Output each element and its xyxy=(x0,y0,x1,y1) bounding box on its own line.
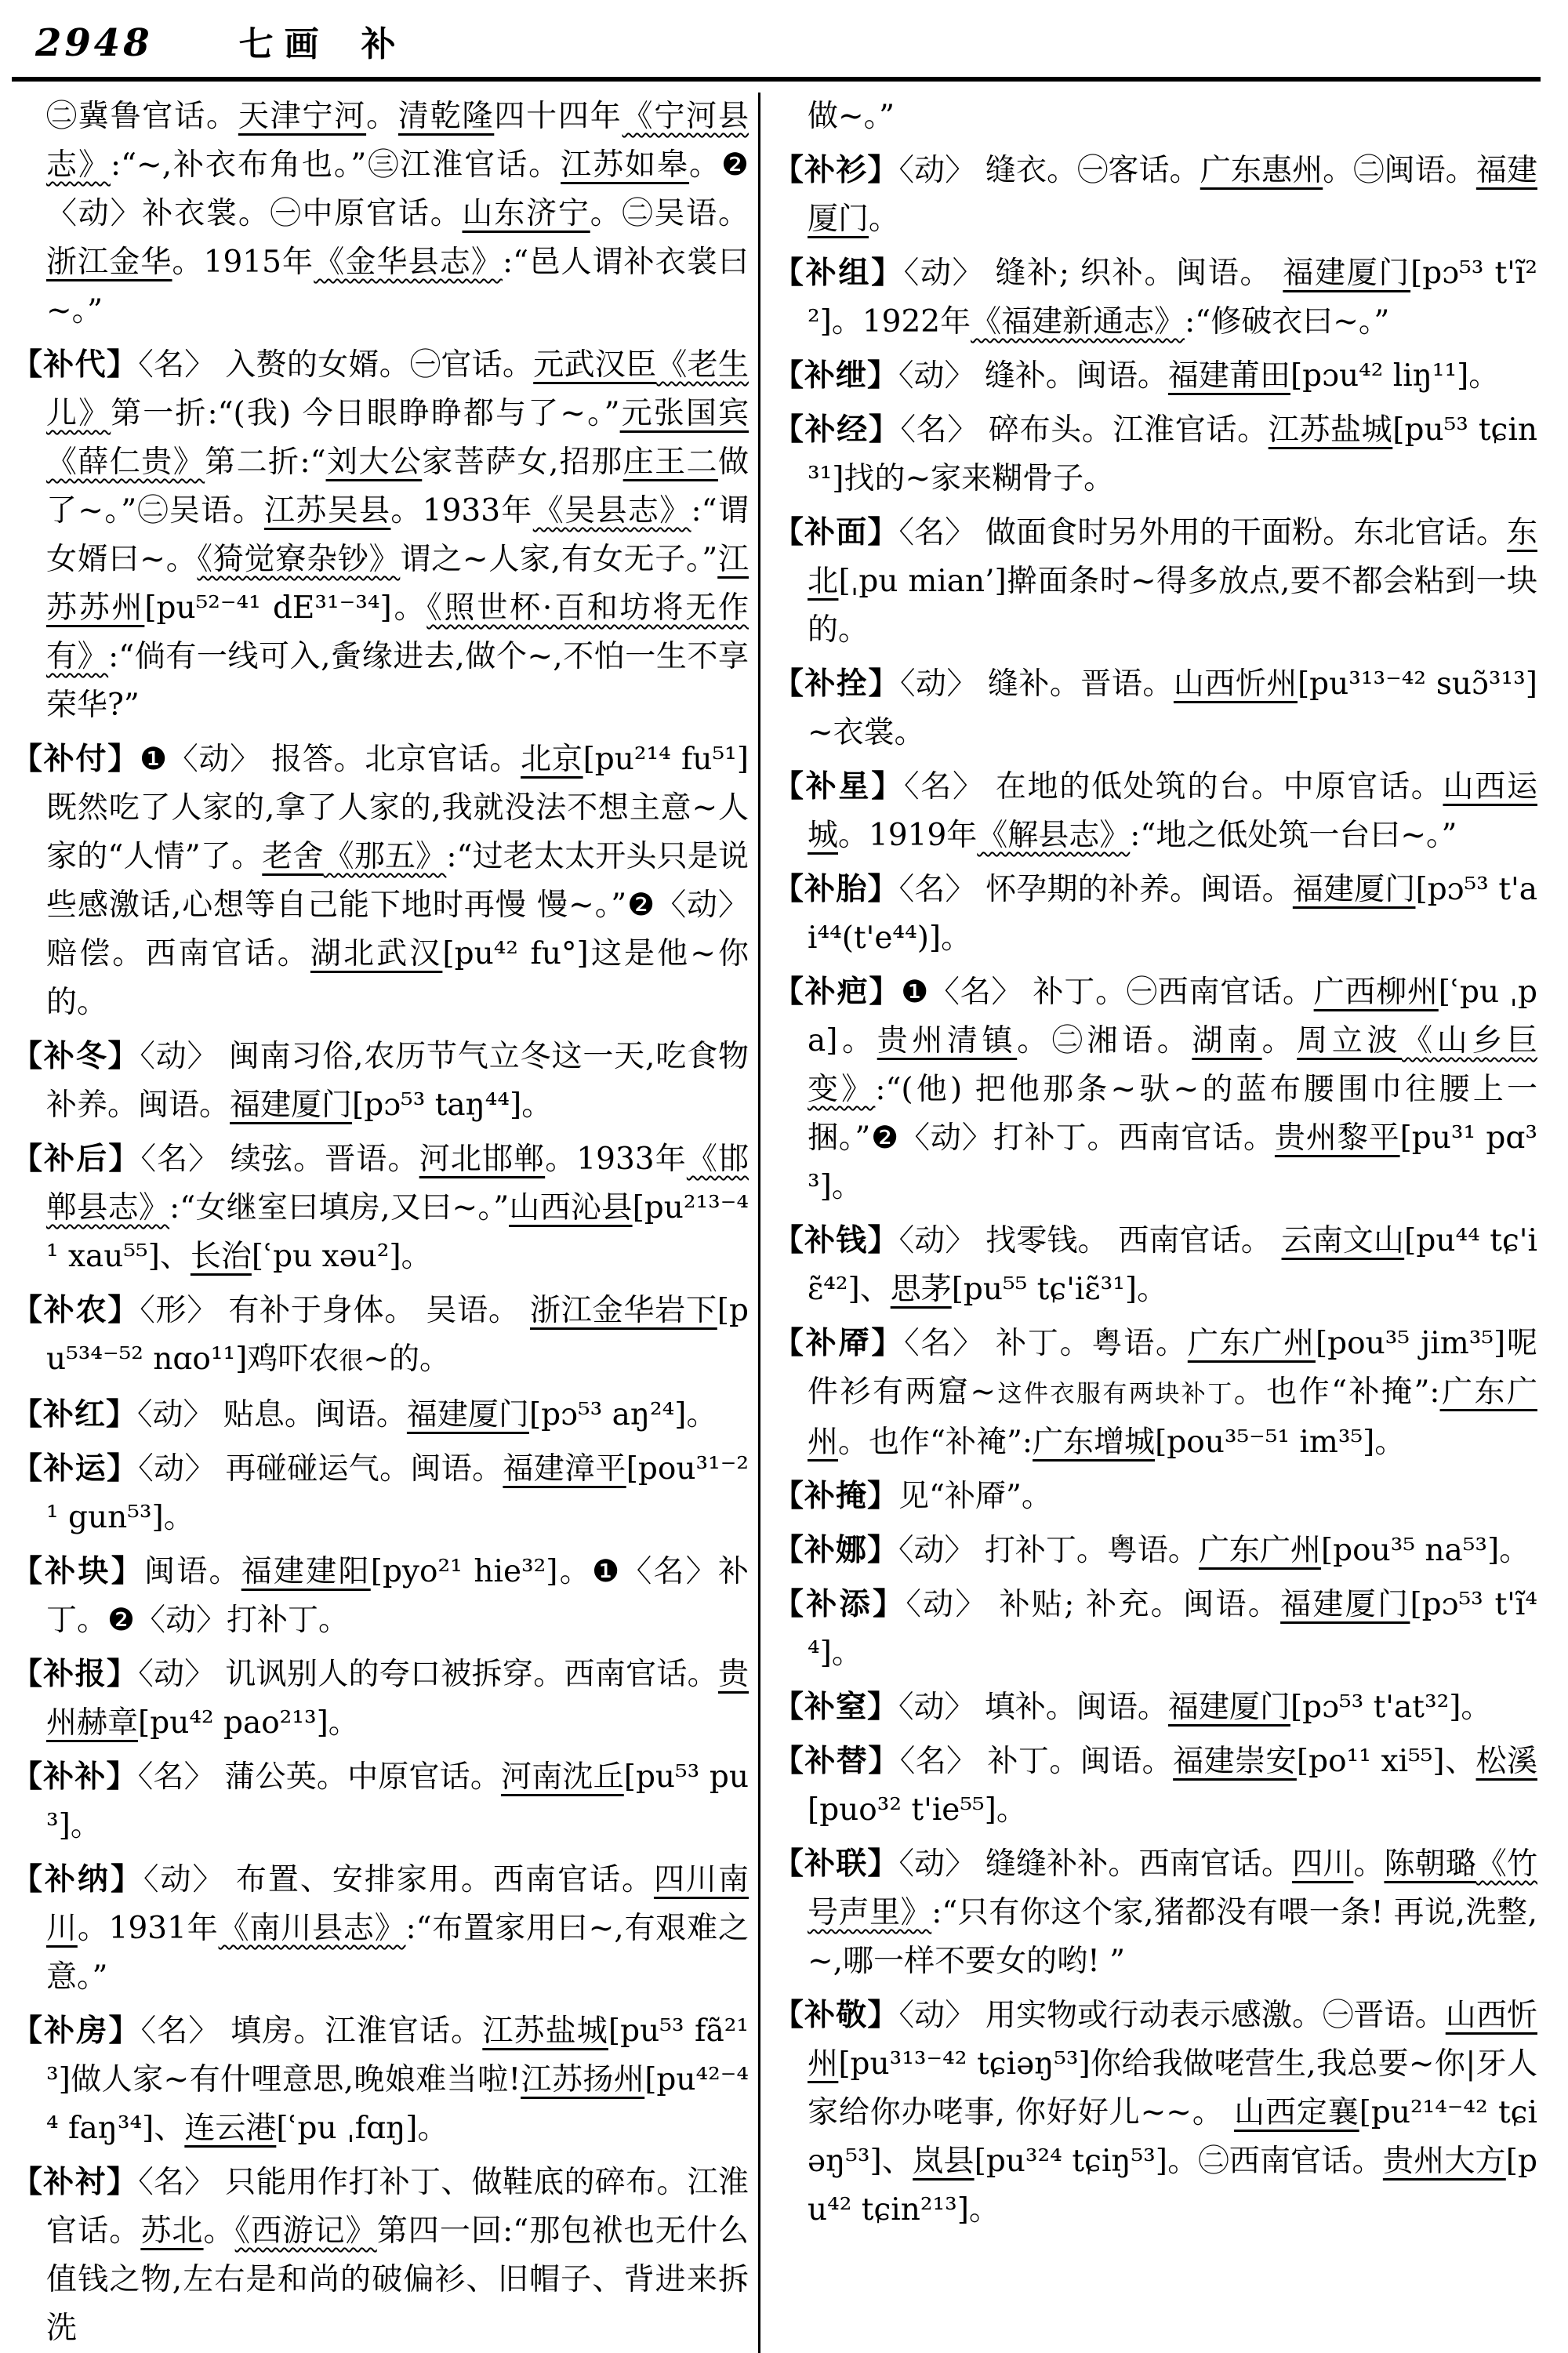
dict-entry: 【补衬】〈名〉 只能用作打补丁、做鞋底的碎布。江淮官话。苏北。《西游记》第四一回:“那包袱也无什么值钱之物,左右是和尚的破偏衫、旧帽子、背进来拆洗 xyxy=(12,2164,749,2346)
underlined-proper-noun: 广东惠州 xyxy=(1200,153,1323,188)
underlined-proper-noun: 山西忻州 xyxy=(808,1998,1537,2082)
dict-entry: 【补敬】〈动〉 用实物或行动表示感激。㊀晋语。山西忻州[pu³¹³⁻⁴² tɕiəŋ⁵³]你给我做咾营生,我总要~你|牙人家给你办咾事, 你好好儿~~。 山西定襄[pu²¹⁴⁻⁴² tɕiəŋ⁵³]、岚县[pu³²⁴ tɕiŋ⁵³]。㊁西南官话。贵州大方[pu⁴² tɕin²¹³]。 xyxy=(773,1997,1537,2228)
dict-entry: 【补冬】〈动〉 闽南习俗,农历节气立冬这一天,吃食物补养。闽语。福建厦门[pɔ⁵³ taŋ⁴⁴]。 xyxy=(12,1038,749,1123)
underlined-proper-noun: 周立波 xyxy=(1297,1023,1403,1058)
entry-headword: 【补运】 xyxy=(12,1451,139,1487)
continued-paragraph: 做~。” xyxy=(808,99,895,134)
dict-entry: 【补块】闽语。福建建阳[pyo²¹ hie³²]。❶〈名〉补丁。❷〈动〉打补丁。 xyxy=(12,1553,749,1638)
entry-headword: 【补星】 xyxy=(773,768,905,804)
entry-headword: 【补窒】 xyxy=(773,1689,899,1725)
book-title: 《福建新通志》 xyxy=(971,304,1185,340)
underlined-proper-noun: 浙江金华岩下 xyxy=(529,1293,717,1328)
underlined-proper-noun: 山西忻州 xyxy=(1173,666,1298,702)
dict-entry: 【补衫】〈动〉 缝衣。㊀客话。广东惠州。㊁闽语。福建厦门。 xyxy=(773,152,1537,237)
underlined-proper-noun: 福建厦门 xyxy=(406,1397,529,1432)
underlined-proper-noun: 松溪 xyxy=(1475,1744,1537,1779)
dict-entry: 【补经】〈名〉 碎布头。江淮官话。江苏盐城[pu⁵³ tɕin³¹]找的~家来糊骨子。 xyxy=(773,412,1537,496)
underlined-proper-noun: 元武汉臣 xyxy=(533,347,657,383)
entry-headword: 【补块】 xyxy=(12,1553,144,1589)
underlined-proper-noun: 广东广州 xyxy=(1187,1326,1316,1361)
underlined-proper-noun: 湖北武汉 xyxy=(310,936,443,971)
dict-entry: 【补代】〈名〉 入赘的女婿。㊀官话。元武汉臣《老生儿》第一折:“(我) 今日眼睁睁都与了~。”元张国宾《薛仁贵》第二折:“刘大公家菩萨女,招那庄王二做了~。”㊁吴语。江苏吴县。1933年《吴县志》:“谓女婿曰~。《猗觉寮杂钞》谓之~人家,有女无子。”江苏苏州[pu⁵²⁻⁴¹ dE³¹⁻³⁴]。《照世杯·百和坊将无作有》:“倘有一线可入,夤缘进去,做个~,不怕一生不享荣华?” xyxy=(12,347,749,723)
entry-headword: 【补红】 xyxy=(12,1396,138,1432)
entry-headword: 【补胎】 xyxy=(773,871,899,907)
underlined-proper-noun: 江苏扬州 xyxy=(521,2062,645,2097)
underlined-proper-noun: 江苏盐城 xyxy=(1268,412,1393,448)
columns xyxy=(12,93,1541,2353)
dict-entry: 【补面】〈名〉 做面食时另外用的干面粉。东北官话。东北[ˌpu mian’]擀面条时~得多放点,要不都会粘到一块的。 xyxy=(773,514,1537,648)
dict-entry: 【补替】〈名〉 补丁。闽语。福建崇安[po¹¹ xi⁵⁵]、松溪[puo³² t'ie⁵⁵]。 xyxy=(773,1743,1537,1828)
dict-entry: 【补后】〈名〉 续弦。晋语。河北邯郸。1933年《邯郸县志》:“女继室曰填房,又曰~。”山西沁县[pu²¹³⁻⁴¹ xau⁵⁵]、长治[ʿpu xəu²]。 xyxy=(12,1141,749,1274)
dict-entry: 【补红】〈动〉 贴息。闽语。福建厦门[pɔ⁵³ aŋ²⁴]。 xyxy=(12,1396,717,1432)
underlined-proper-noun: 天津宁河 xyxy=(238,99,367,134)
underlined-proper-noun: 河北邯郸 xyxy=(419,1142,546,1177)
underlined-proper-noun: 连云港 xyxy=(184,2111,277,2146)
dict-entry: 【补胎】〈名〉 怀孕期的补养。闽语。福建厦门[pɔ⁵³ t'ai⁴⁴(t'e⁴⁴)]。 xyxy=(773,871,1537,956)
dict-entry: 【补厣】〈名〉 补丁。粤语。广东广州[pou³⁵ jim³⁵]呢件衫有两窟~这件衣服有两块补丁。也作“补掩”:广东广州。也作“补裺”:广东增城[pou³⁵⁻⁵¹ im³⁵]。 xyxy=(773,1325,1537,1460)
dict-entry: 【补付】❶〈动〉 报答。北京官话。北京[pu²¹⁴ fu⁵¹]既然吃了人家的,拿了人家的,我就没法不想主意~人家的“人情”了。老舍《那五》:“过老太太开头只是说些感激话,心想等自己能下地时再慢 慢~。”❷〈动〉赔偿。西南官话。湖北武汉[pu⁴² fu°]这是他~你的。 xyxy=(12,741,749,1020)
underlined-proper-noun: 湖南 xyxy=(1192,1023,1262,1058)
underlined-proper-noun: 云南文山 xyxy=(1281,1223,1405,1258)
underlined-proper-noun: 福建漳平 xyxy=(503,1451,626,1487)
underlined-proper-noun: 广东广州 xyxy=(808,1374,1537,1460)
underlined-proper-noun: 贵州黎平 xyxy=(1274,1120,1400,1156)
entry-headword: 【补组】 xyxy=(773,255,904,291)
book-title: 《南川县志》 xyxy=(218,1911,406,1946)
underlined-proper-noun: 四川 xyxy=(1292,1846,1354,1882)
book-title: 《薛仁贵》 xyxy=(46,445,205,480)
underlined-proper-noun: 江苏苏州 xyxy=(46,542,749,626)
underlined-proper-noun: 福建厦门 xyxy=(230,1088,353,1123)
page-number: 2948 xyxy=(35,21,153,65)
dict-entry: 【补组】〈动〉 缝补; 织补。闽语。 福建厦门[pɔ⁵³ t'ĩ²²]。1922年《福建新通志》:“修破衣曰~。” xyxy=(773,255,1537,340)
underlined-proper-noun: 东北 xyxy=(808,515,1537,599)
underlined-proper-noun: 江苏吴县 xyxy=(263,493,391,528)
underlined-proper-noun: 四川南川 xyxy=(46,1862,749,1946)
entry-headword: 【补钱】 xyxy=(773,1222,899,1258)
entry-headword: 【补厣】 xyxy=(773,1325,905,1361)
underlined-proper-noun: 老舍 xyxy=(262,839,324,874)
book-title: 《西游记》 xyxy=(234,2213,377,2249)
left-column xyxy=(12,93,749,2353)
entry-headword: 【补疤】 xyxy=(773,974,902,1010)
book-title: 《宁河县志》 xyxy=(46,99,749,183)
book-title: 《山乡巨变》 xyxy=(808,1023,1537,1107)
page-header xyxy=(12,5,1541,72)
underlined-proper-noun: 贵州大方 xyxy=(1382,2144,1506,2179)
book-title: 《解县志》 xyxy=(977,818,1131,853)
entry-headword: 【补联】 xyxy=(773,1846,899,1882)
entry-headword: 【补纳】 xyxy=(12,1861,144,1897)
entry-headword: 【补绁】 xyxy=(773,358,899,394)
right-column xyxy=(773,93,1537,2353)
dict-entry: 【补报】〈动〉 讥讽别人的夸口被拆穿。西南官话。贵州赫章[pu⁴² pao²¹³]。 xyxy=(12,1656,749,1741)
entry-headword: 【补农】 xyxy=(12,1292,140,1328)
entry-headword: 【补面】 xyxy=(773,514,899,550)
dict-entry: 【补纳】〈动〉 布置、安排家用。西南官话。四川南川。1931年《南川县志》:“布置家用曰~,有艰难之意。” xyxy=(12,1861,749,1995)
entry-headword: 【补经】 xyxy=(773,412,901,448)
dict-entry: 【补绁】〈动〉 缝补。闽语。福建莆田[pɔu⁴² liŋ¹¹]。 xyxy=(773,358,1500,394)
underlined-proper-noun: 福建厦门 xyxy=(1280,1587,1410,1622)
book-title: 《那五》 xyxy=(323,839,447,874)
entry-headword: 【补添】 xyxy=(773,1586,906,1622)
underlined-proper-noun: 广东增城 xyxy=(1033,1425,1156,1460)
small-gloss: 这件衣服有两块补丁 xyxy=(996,1380,1234,1408)
entry-headword: 【补报】 xyxy=(12,1656,139,1692)
dict-entry: 【补补】〈名〉 蒲公英。中原官话。河南沈丘[pu⁵³ pu³]。 xyxy=(12,1759,749,1843)
underlined-proper-noun: 岚县 xyxy=(913,2144,975,2179)
dict-entry: 【补农】〈形〉 有补于身体。 吴语。 浙江金华岩下[pu⁵³⁴⁻⁵² nɑo¹¹]鸡吓农很~的。 xyxy=(12,1292,749,1377)
underlined-proper-noun: 广西柳州 xyxy=(1313,975,1439,1010)
entry-headword: 【补掩】 xyxy=(773,1478,899,1514)
underlined-proper-noun: 山西定襄 xyxy=(1234,2095,1359,2130)
underlined-proper-noun: 江苏如皋 xyxy=(561,147,690,183)
entry-headword: 【补敬】 xyxy=(773,1997,899,2033)
entry-headword: 【补后】 xyxy=(12,1141,141,1177)
underlined-proper-noun: 福建厦门 xyxy=(808,153,1537,237)
book-title: 《邯郸县志》 xyxy=(46,1142,749,1226)
dict-entry: 【补房】〈名〉 填房。江淮官话。江苏盐城[pu⁵³ fã²¹³]做人家~有什哩意思,晚娘难当啦!江苏扬州[pu⁴²⁻⁴⁴ faŋ³⁴]、连云港[ʿpu ˌfɑŋ]。 xyxy=(12,2013,749,2146)
underlined-proper-noun: 思茅 xyxy=(890,1272,952,1307)
dict-entry: 【补星】〈名〉 在地的低处筑的台。中原官话。山西运城。1919年《解县志》:“地之低处筑一台曰~。” xyxy=(773,768,1537,853)
underlined-proper-noun: 山西运城 xyxy=(808,769,1537,853)
dict-entry: 【补疤】❶〈名〉 补丁。㊀西南官话。广西柳州[ʿpu ˌpa]。贵州清镇。㊁湘语。湖南。周立波《山乡巨变》:“(他) 把他那条~驮~的蓝布腰围巾往腰上一捆。”❷〈动〉打补丁。西南官话。贵州黎平[pu³¹ pɑ³³]。 xyxy=(773,974,1537,1204)
book-title: 《老生儿》 xyxy=(46,347,749,431)
dict-entry: 【补钱】〈动〉 找零钱。 西南官话。 云南文山[pu⁴⁴ tɕ'iɛ̃⁴²]、思茅[pu⁵⁵ tɕ'iɛ̃³¹]。 xyxy=(773,1222,1537,1307)
underlined-proper-noun: 福建崇安 xyxy=(1173,1744,1297,1779)
underlined-proper-noun: 北京 xyxy=(521,742,583,777)
dict-entry: 【补联】〈动〉 缝缝补补。西南官话。四川。陈朝璐《竹号声里》:“只有你这个家,猪都没有喂一条! 再说,洗整,~,哪一样不要女的哟! ” xyxy=(773,1846,1537,1979)
book-title: 《竹号声里》 xyxy=(808,1846,1537,1930)
entry-headword: 【补补】 xyxy=(12,1759,138,1795)
book-title: 《猗觉寮杂钞》 xyxy=(197,542,401,577)
entry-headword: 【补替】 xyxy=(773,1743,900,1779)
continued-paragraph: ㊁冀鲁官话。天津宁河。清乾隆四十四年《宁河县志》:“~,补衣布角也。”㊂江淮官话。江苏如皋。❷〈动〉补衣裳。㊀中原官话。山东济宁。㊁吴语。浙江金华。1915年《金华县志》:“邑人谓补衣裳曰~。” xyxy=(46,99,749,329)
entry-headword: 【补拴】 xyxy=(773,666,901,702)
dict-entry: 【补运】〈动〉 再碰碰运气。闽语。福建漳平[pou³¹⁻²¹ gun⁵³]。 xyxy=(12,1451,749,1535)
underlined-proper-noun: 河南沈丘 xyxy=(501,1759,624,1795)
underlined-proper-noun: 贵州清镇 xyxy=(877,1023,1018,1058)
underlined-proper-noun: 清乾隆 xyxy=(397,99,495,134)
book-title: 《吴县志》 xyxy=(532,493,691,528)
entry-headword: 【补房】 xyxy=(12,2013,141,2049)
underlined-proper-noun: 苏北 xyxy=(140,2213,204,2249)
underlined-proper-noun: 福建建阳 xyxy=(241,1554,371,1589)
dict-entry: 【补窒】〈动〉 填补。闽语。福建厦门[pɔ⁵³ t'at³²]。 xyxy=(773,1689,1492,1725)
underlined-proper-noun: 贵州赫章 xyxy=(46,1657,749,1741)
underlined-proper-noun: 山西沁县 xyxy=(509,1190,633,1226)
dict-entry: 【补添】〈动〉 补贴; 补充。闽语。福建厦门[pɔ⁵³ t'ĩ⁴⁴]。 xyxy=(773,1586,1537,1671)
underlined-proper-noun: 浙江金华 xyxy=(46,245,172,280)
underlined-proper-noun: 长治 xyxy=(190,1239,252,1274)
entry-headword: 【补衫】 xyxy=(773,152,899,188)
underlined-proper-noun: 福建厦门 xyxy=(1283,256,1411,291)
underlined-proper-noun: 庄王二 xyxy=(622,445,718,480)
underlined-proper-noun: 福建厦门 xyxy=(1292,872,1416,907)
dict-entry: 【补拴】〈动〉 缝补。晋语。山西忻州[pu³¹³⁻⁴² suɔ̃³¹³]~衣裳。 xyxy=(773,666,1537,750)
entry-headword: 【补娜】 xyxy=(773,1532,899,1568)
radical-title: 补 xyxy=(361,24,396,64)
entry-headword: 【补冬】 xyxy=(12,1038,140,1074)
column-divider xyxy=(758,93,760,2353)
dict-entry: 【补娜】〈动〉 打补丁。粤语。广东广州[pou³⁵ na⁵³]。 xyxy=(773,1532,1530,1568)
book-title: 《照世杯·百和坊将无作有》 xyxy=(46,590,749,674)
underlined-proper-noun: 陈朝璐 xyxy=(1384,1846,1476,1882)
stroke-section-title: 七画 xyxy=(238,24,330,64)
dict-entry: 【补掩】见“补厣”。 xyxy=(773,1478,1052,1514)
underlined-proper-noun: 福建莆田 xyxy=(1167,358,1290,394)
entry-headword: 【补代】 xyxy=(12,347,139,383)
underlined-proper-noun: 广东广州 xyxy=(1198,1533,1321,1568)
entry-headword: 【补衬】 xyxy=(12,2164,139,2200)
underlined-proper-noun: 元张国宾 xyxy=(619,396,749,431)
header-rule xyxy=(12,77,1541,82)
entry-headword: 【补付】 xyxy=(12,741,140,777)
book-title: 《金华县志》 xyxy=(314,245,503,280)
underlined-proper-noun: 山东济宁 xyxy=(462,196,590,231)
underlined-proper-noun: 江苏盐城 xyxy=(482,2013,608,2049)
underlined-proper-noun: 福建厦门 xyxy=(1167,1690,1290,1725)
small-gloss: 很 xyxy=(339,1347,364,1375)
underlined-proper-noun: 刘大公 xyxy=(325,445,423,480)
